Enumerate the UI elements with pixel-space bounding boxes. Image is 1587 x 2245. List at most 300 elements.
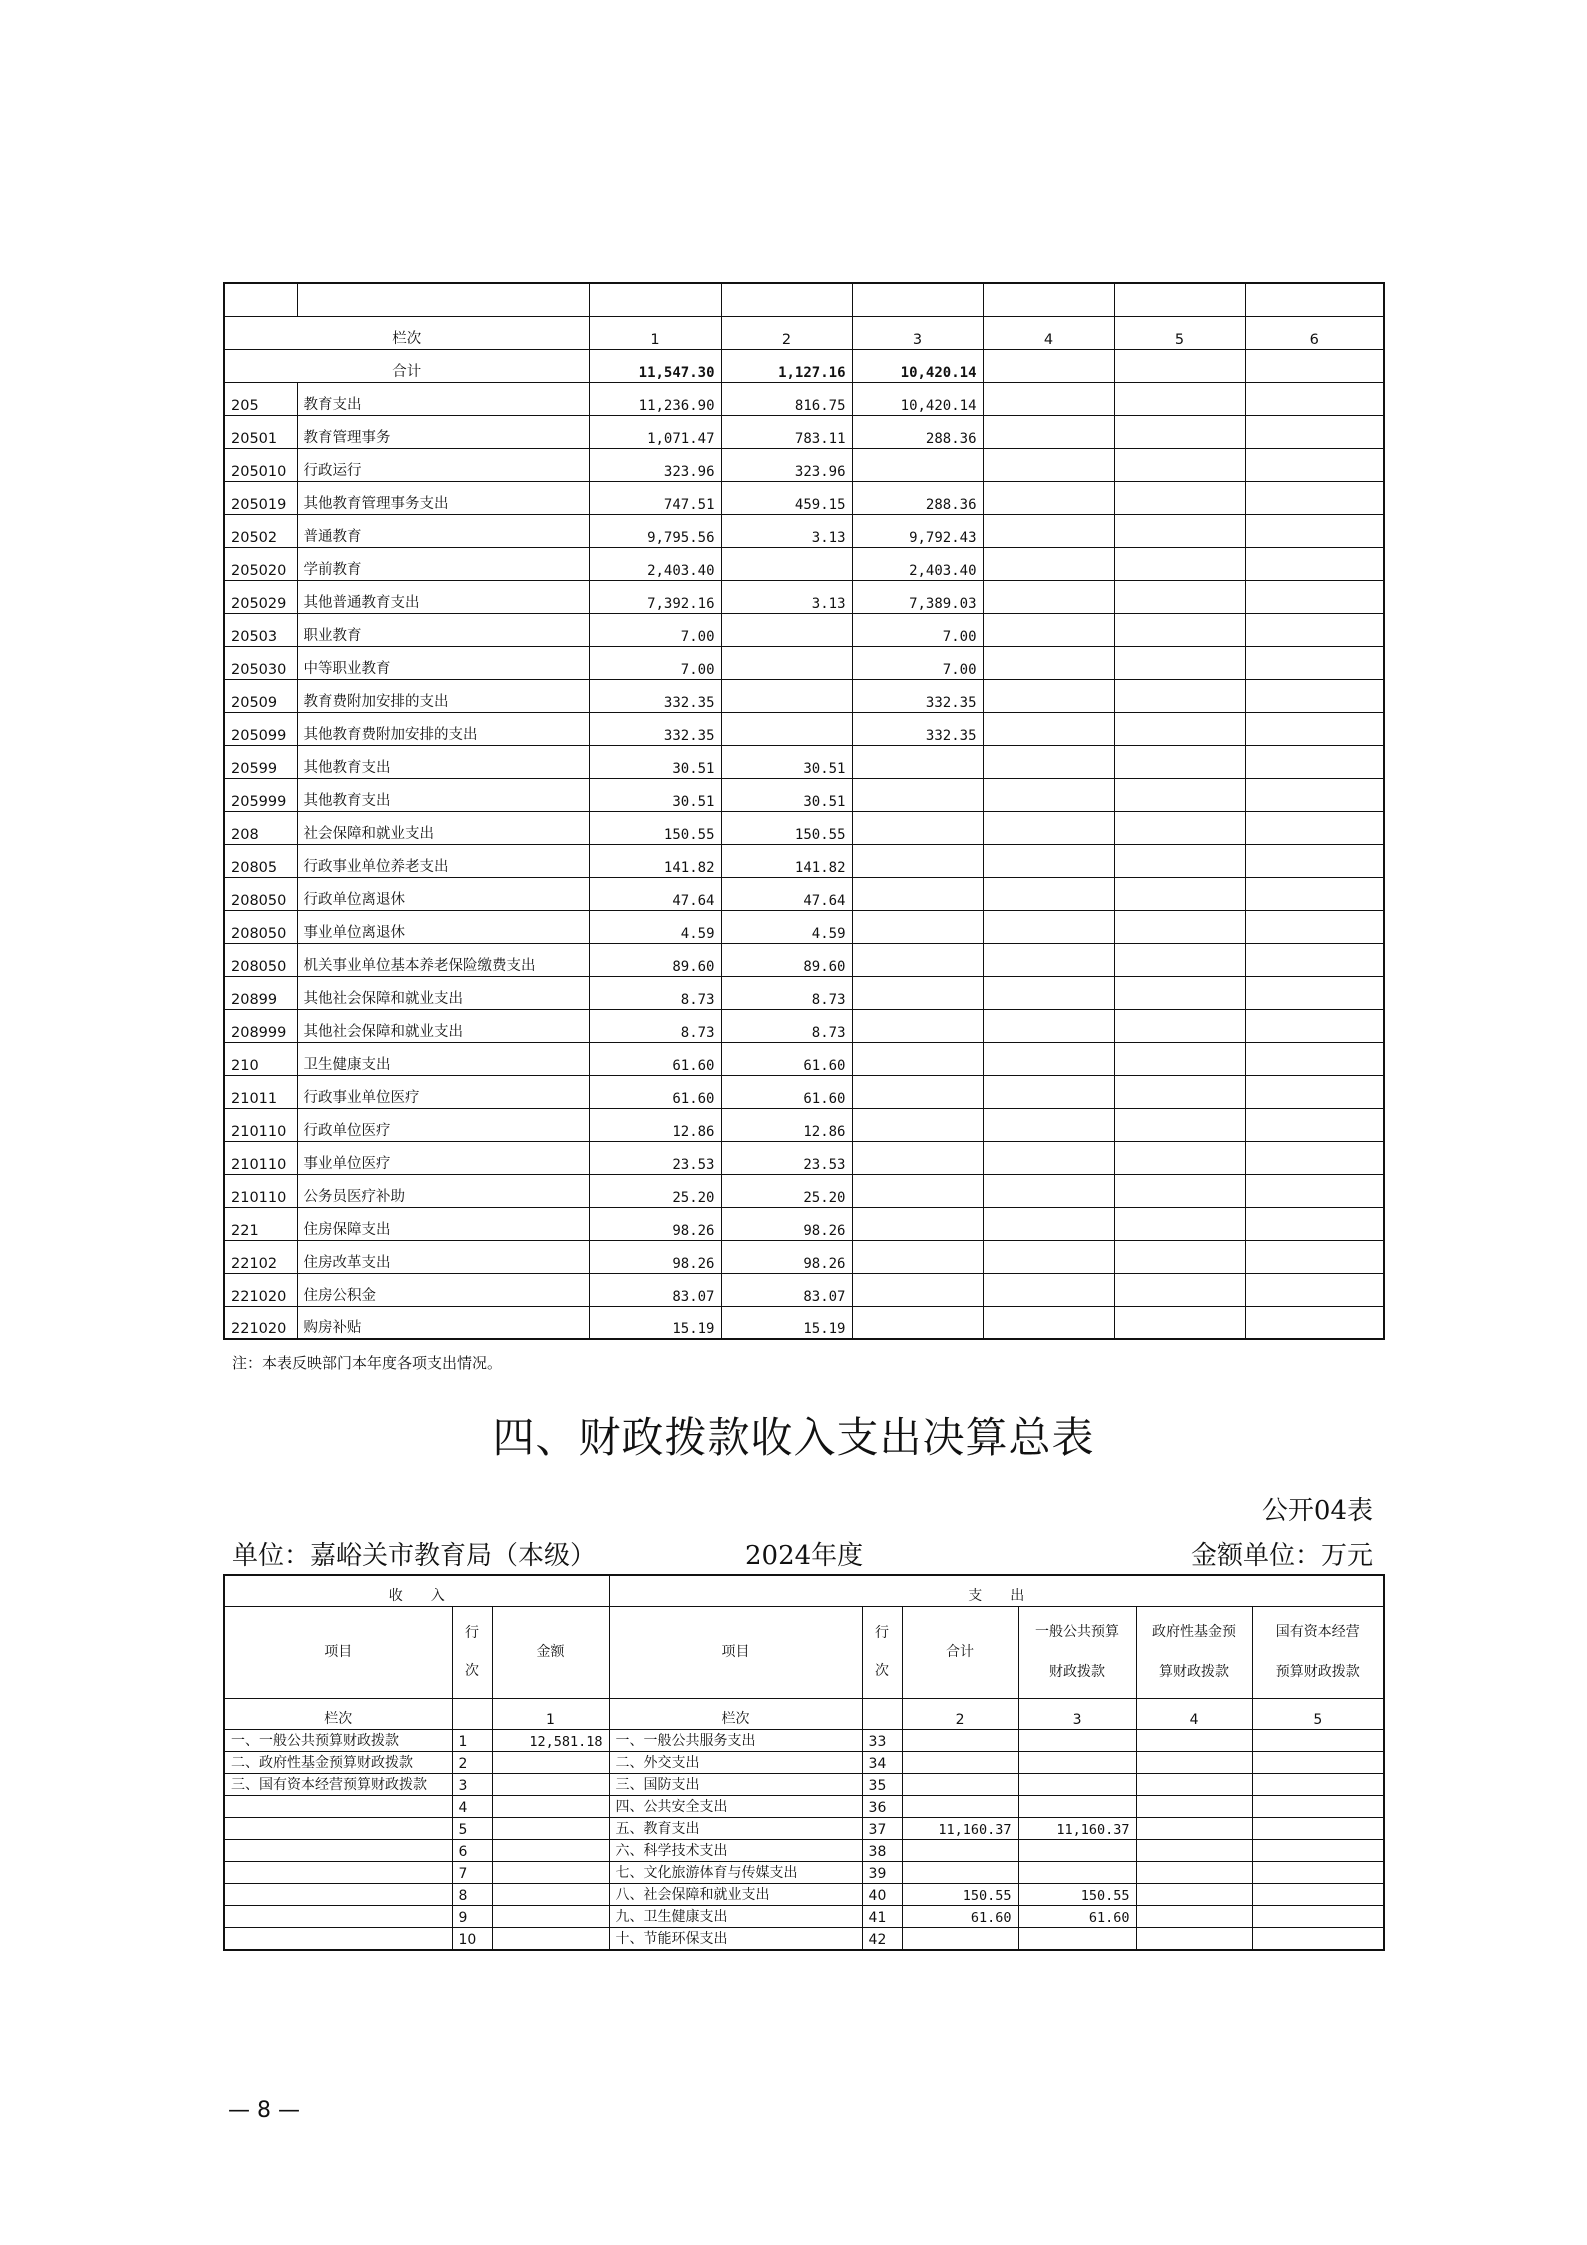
header-blank-row — [224, 283, 1384, 316]
row-label: 栏次 — [224, 1698, 452, 1729]
income-item — [224, 1817, 452, 1839]
expense-general: 150.55 — [1018, 1883, 1136, 1905]
value-cell — [1114, 844, 1245, 877]
table-row — [224, 1795, 1384, 1817]
column-number: 5 — [1114, 316, 1245, 349]
table-row — [224, 1273, 1384, 1306]
income-item-header: 项目 — [224, 1606, 452, 1698]
column-number-row — [224, 316, 1384, 349]
amount-header: 金额 — [492, 1606, 609, 1698]
value-cell: 332.35 — [589, 712, 721, 745]
value-cell — [721, 547, 852, 580]
value-cell — [1245, 1174, 1384, 1207]
subject-name: 行政单位离退休 — [297, 877, 589, 910]
value-cell: 747.51 — [589, 481, 721, 514]
income-line: 5 — [452, 1817, 492, 1839]
expense-total — [902, 1773, 1018, 1795]
section-title: 四、财政拨款收入支出决算总表 — [492, 1413, 1095, 1462]
expense-item: 七、文化旅游体育与传媒支出 — [609, 1861, 862, 1883]
expense-state — [1252, 1839, 1384, 1861]
subject-code: 20599 — [224, 745, 297, 778]
value-cell — [983, 1108, 1114, 1141]
income-amount — [492, 1927, 609, 1950]
value-cell — [852, 1306, 983, 1339]
table-row — [224, 1861, 1384, 1883]
income-item: 三、国有资本经营预算财政拨款 — [224, 1773, 452, 1795]
income-amount — [492, 1773, 609, 1795]
value-cell: 47.64 — [721, 877, 852, 910]
line-header-bottom: 次 — [465, 1663, 479, 1679]
value-cell: 25.20 — [721, 1174, 852, 1207]
value-cell — [721, 712, 852, 745]
value-cell: 150.55 — [589, 811, 721, 844]
total-value — [1245, 349, 1384, 382]
value-cell — [983, 613, 1114, 646]
table-row — [224, 1009, 1384, 1042]
income-item: 一、一般公共预算财政拨款 — [224, 1729, 452, 1751]
expense-fund — [1136, 1729, 1252, 1751]
header-blank-cell — [1114, 283, 1245, 316]
value-cell — [1114, 976, 1245, 1009]
expense-detail-table — [223, 282, 1385, 1340]
value-cell — [983, 646, 1114, 679]
subject-name: 教育支出 — [297, 382, 589, 415]
income-line: 8 — [452, 1883, 492, 1905]
column-header-row — [224, 1606, 1384, 1698]
value-cell: 12.86 — [589, 1108, 721, 1141]
subject-code: 20502 — [224, 514, 297, 547]
subject-code: 208050 — [224, 943, 297, 976]
value-cell — [983, 382, 1114, 415]
income-line: 3 — [452, 1773, 492, 1795]
income-item — [224, 1883, 452, 1905]
value-cell — [1114, 415, 1245, 448]
subject-name: 教育费附加安排的支出 — [297, 679, 589, 712]
value-cell — [983, 1207, 1114, 1240]
value-cell: 323.96 — [721, 448, 852, 481]
value-cell — [1114, 910, 1245, 943]
expense-line: 33 — [862, 1729, 902, 1751]
subject-name: 普通教育 — [297, 514, 589, 547]
expense-fund — [1136, 1751, 1252, 1773]
table-row — [224, 1839, 1384, 1861]
value-cell — [1245, 1108, 1384, 1141]
value-cell: 98.26 — [589, 1207, 721, 1240]
value-cell — [983, 1009, 1114, 1042]
value-cell: 4.59 — [721, 910, 852, 943]
income-item — [224, 1905, 452, 1927]
subject-code: 20509 — [224, 679, 297, 712]
table-row — [224, 580, 1384, 613]
table-row — [224, 679, 1384, 712]
value-cell — [1114, 1306, 1245, 1339]
table-row — [224, 415, 1384, 448]
value-cell — [1245, 1273, 1384, 1306]
value-cell — [1245, 1075, 1384, 1108]
value-cell: 25.20 — [589, 1174, 721, 1207]
value-cell: 7.00 — [589, 613, 721, 646]
expense-fund — [1136, 1905, 1252, 1927]
value-cell — [983, 1306, 1114, 1339]
value-cell: 15.19 — [589, 1306, 721, 1339]
line-header-bottom: 次 — [875, 1663, 890, 1679]
expense-state — [1252, 1905, 1384, 1927]
amount-unit-label: 金额单位：万元 — [1190, 1541, 1373, 1571]
value-cell — [983, 844, 1114, 877]
value-cell: 98.26 — [721, 1240, 852, 1273]
value-cell — [1114, 1042, 1245, 1075]
table-row — [224, 514, 1384, 547]
expense-item: 八、社会保障和就业支出 — [609, 1883, 862, 1905]
table-row — [224, 943, 1384, 976]
table-row — [224, 382, 1384, 415]
expense-line: 35 — [862, 1773, 902, 1795]
subject-name: 职业教育 — [297, 613, 589, 646]
subject-name: 行政事业单位养老支出 — [297, 844, 589, 877]
line-header-top: 行 — [465, 1625, 479, 1641]
income-line: 6 — [452, 1839, 492, 1861]
value-cell — [1245, 415, 1384, 448]
value-cell — [1245, 514, 1384, 547]
income-amount — [492, 1795, 609, 1817]
value-cell — [1114, 712, 1245, 745]
value-cell — [1114, 745, 1245, 778]
subject-code: 208050 — [224, 910, 297, 943]
expense-state — [1252, 1729, 1384, 1751]
subject-code: 20805 — [224, 844, 297, 877]
subject-name: 社会保障和就业支出 — [297, 811, 589, 844]
value-cell — [1114, 448, 1245, 481]
gov-fund-header — [1136, 1606, 1252, 1698]
value-cell — [1245, 1042, 1384, 1075]
expense-fund — [1136, 1839, 1252, 1861]
expense-general — [1018, 1751, 1136, 1773]
value-cell: 8.73 — [589, 1009, 721, 1042]
table-row — [224, 976, 1384, 1009]
value-cell: 332.35 — [589, 679, 721, 712]
expense-line: 39 — [862, 1861, 902, 1883]
expense-item: 九、卫生健康支出 — [609, 1905, 862, 1927]
table-row — [224, 1174, 1384, 1207]
value-cell — [852, 448, 983, 481]
income-line: 10 — [452, 1927, 492, 1950]
value-cell — [1245, 448, 1384, 481]
value-cell — [1245, 679, 1384, 712]
value-cell — [983, 415, 1114, 448]
general-header-bottom: 财政拨款 — [1049, 1664, 1106, 1680]
value-cell: 61.60 — [721, 1075, 852, 1108]
income-amount — [492, 1751, 609, 1773]
subject-code: 205020 — [224, 547, 297, 580]
value-cell — [983, 514, 1114, 547]
subject-name: 住房保障支出 — [297, 1207, 589, 1240]
subject-code: 20899 — [224, 976, 297, 1009]
fund-header-top: 政府性基金预 — [1152, 1624, 1237, 1640]
header-blank-cell — [297, 283, 589, 316]
subject-name: 中等职业教育 — [297, 646, 589, 679]
expense-state — [1252, 1861, 1384, 1883]
expense-line: 37 — [862, 1817, 902, 1839]
subject-code: 205099 — [224, 712, 297, 745]
value-cell: 332.35 — [852, 712, 983, 745]
value-cell: 150.55 — [721, 811, 852, 844]
value-cell: 288.36 — [852, 481, 983, 514]
subject-code: 221 — [224, 1207, 297, 1240]
expense-general: 11,160.37 — [1018, 1817, 1136, 1839]
subject-code: 22102 — [224, 1240, 297, 1273]
expense-header: 支 出 — [609, 1575, 1384, 1606]
table-number: 公开04表 — [1261, 1496, 1373, 1526]
income-amount — [492, 1905, 609, 1927]
column-number: 1 — [492, 1698, 609, 1729]
value-cell: 83.07 — [589, 1273, 721, 1306]
value-cell — [852, 778, 983, 811]
table-row — [224, 547, 1384, 580]
income-item — [224, 1927, 452, 1950]
expense-fund — [1136, 1817, 1252, 1839]
table-row — [224, 712, 1384, 745]
expense-state — [1252, 1773, 1384, 1795]
value-cell — [852, 943, 983, 976]
expense-line: 36 — [862, 1795, 902, 1817]
value-cell — [983, 1174, 1114, 1207]
table-note: 注：本表反映部门本年度各项支出情况。 — [232, 1354, 503, 1372]
table-row — [224, 1141, 1384, 1174]
subject-name: 其他社会保障和就业支出 — [297, 1009, 589, 1042]
subject-code: 221020 — [224, 1273, 297, 1306]
subject-name: 行政单位医疗 — [297, 1108, 589, 1141]
value-cell: 4.59 — [589, 910, 721, 943]
state-capital-header — [1252, 1606, 1384, 1698]
total-value — [983, 349, 1114, 382]
value-cell: 3.13 — [721, 514, 852, 547]
value-cell — [983, 448, 1114, 481]
value-cell — [852, 910, 983, 943]
value-cell — [1114, 481, 1245, 514]
subject-code: 205029 — [224, 580, 297, 613]
state-header-bottom: 预算财政拨款 — [1275, 1664, 1360, 1680]
subject-code: 205999 — [224, 778, 297, 811]
state-header-top: 国有资本经营 — [1275, 1624, 1360, 1640]
income-line: 4 — [452, 1795, 492, 1817]
value-cell — [1114, 1240, 1245, 1273]
value-cell — [1245, 1009, 1384, 1042]
value-cell — [1245, 976, 1384, 1009]
value-cell — [852, 1141, 983, 1174]
value-cell: 332.35 — [852, 679, 983, 712]
value-cell — [1114, 1009, 1245, 1042]
subject-name: 卫生健康支出 — [297, 1042, 589, 1075]
value-cell — [1114, 1141, 1245, 1174]
expense-general: 61.60 — [1018, 1905, 1136, 1927]
income-item — [224, 1861, 452, 1883]
total-header: 合计 — [902, 1606, 1018, 1698]
value-cell — [852, 1042, 983, 1075]
income-line-header — [452, 1606, 492, 1698]
value-cell — [852, 1009, 983, 1042]
subject-code: 221020 — [224, 1306, 297, 1339]
value-cell — [983, 1273, 1114, 1306]
value-cell: 30.51 — [589, 778, 721, 811]
value-cell — [852, 976, 983, 1009]
table-row — [224, 1207, 1384, 1240]
expense-total: 150.55 — [902, 1883, 1018, 1905]
table-row — [224, 1905, 1384, 1927]
value-cell — [983, 1240, 1114, 1273]
subject-code: 210 — [224, 1042, 297, 1075]
column-number: 3 — [1018, 1698, 1136, 1729]
table-row — [224, 745, 1384, 778]
value-cell: 2,403.40 — [852, 547, 983, 580]
value-cell: 7,389.03 — [852, 580, 983, 613]
total-value — [1114, 349, 1245, 382]
subject-name: 其他教育管理事务支出 — [297, 481, 589, 514]
subject-code: 210110 — [224, 1108, 297, 1141]
subject-name: 其他教育费附加安排的支出 — [297, 712, 589, 745]
value-cell — [983, 745, 1114, 778]
table-row — [224, 613, 1384, 646]
value-cell — [1114, 1273, 1245, 1306]
income-item: 二、政府性基金预算财政拨款 — [224, 1751, 452, 1773]
value-cell: 459.15 — [721, 481, 852, 514]
value-cell — [983, 1075, 1114, 1108]
expense-state — [1252, 1795, 1384, 1817]
value-cell — [1114, 547, 1245, 580]
header-blank-cell — [1245, 283, 1384, 316]
expense-line: 42 — [862, 1927, 902, 1950]
value-cell: 98.26 — [721, 1207, 852, 1240]
value-cell — [1245, 1141, 1384, 1174]
expense-fund — [1136, 1883, 1252, 1905]
value-cell — [852, 1273, 983, 1306]
line-header-top: 行 — [875, 1625, 890, 1641]
expense-fund — [1136, 1861, 1252, 1883]
table-row — [224, 778, 1384, 811]
value-cell: 7.00 — [589, 646, 721, 679]
column-number: 3 — [852, 316, 983, 349]
expense-item-header: 项目 — [609, 1606, 862, 1698]
subject-name: 教育管理事务 — [297, 415, 589, 448]
expense-line-header — [862, 1606, 902, 1698]
value-cell: 30.51 — [721, 745, 852, 778]
value-cell: 30.51 — [721, 778, 852, 811]
value-cell — [983, 712, 1114, 745]
column-number: 4 — [1136, 1698, 1252, 1729]
value-cell — [852, 1174, 983, 1207]
income-item — [224, 1839, 452, 1861]
income-line: 1 — [452, 1729, 492, 1751]
subject-code: 205030 — [224, 646, 297, 679]
value-cell — [983, 976, 1114, 1009]
table-row — [224, 811, 1384, 844]
value-cell: 61.60 — [589, 1042, 721, 1075]
header-blank-cell — [852, 283, 983, 316]
row-label: 栏次 — [609, 1698, 862, 1729]
subject-name: 购房补贴 — [297, 1306, 589, 1339]
expense-general — [1018, 1773, 1136, 1795]
expense-item: 五、教育支出 — [609, 1817, 862, 1839]
expense-item: 六、科学技术支出 — [609, 1839, 862, 1861]
value-cell — [1245, 1240, 1384, 1273]
subject-name: 其他教育支出 — [297, 745, 589, 778]
subject-name: 行政事业单位医疗 — [297, 1075, 589, 1108]
column-number: 6 — [1245, 316, 1384, 349]
table-row — [224, 1927, 1384, 1950]
table-row — [224, 1075, 1384, 1108]
table-row — [224, 1883, 1384, 1905]
income-amount — [492, 1817, 609, 1839]
value-cell — [1114, 1075, 1245, 1108]
value-cell: 3.13 — [721, 580, 852, 613]
value-cell: 783.11 — [721, 415, 852, 448]
expense-line: 34 — [862, 1751, 902, 1773]
value-cell — [852, 1108, 983, 1141]
value-cell: 9,795.56 — [589, 514, 721, 547]
value-cell — [1114, 646, 1245, 679]
value-cell — [852, 844, 983, 877]
value-cell — [852, 877, 983, 910]
income-line: 7 — [452, 1861, 492, 1883]
subject-name: 学前教育 — [297, 547, 589, 580]
value-cell — [983, 811, 1114, 844]
subject-code: 205 — [224, 382, 297, 415]
total-row — [224, 349, 1384, 382]
table-row — [224, 1306, 1384, 1339]
expense-general — [1018, 1927, 1136, 1950]
value-cell — [983, 679, 1114, 712]
value-cell: 10,420.14 — [852, 382, 983, 415]
header-blank-cell — [983, 283, 1114, 316]
value-cell: 1,071.47 — [589, 415, 721, 448]
income-amount — [492, 1839, 609, 1861]
income-amount — [492, 1861, 609, 1883]
table-row — [224, 1817, 1384, 1839]
table-row — [224, 1108, 1384, 1141]
value-cell — [852, 1240, 983, 1273]
value-cell — [1245, 613, 1384, 646]
expense-total — [902, 1839, 1018, 1861]
value-cell: 83.07 — [721, 1273, 852, 1306]
expense-state — [1252, 1883, 1384, 1905]
general-header-top: 一般公共预算 — [1035, 1624, 1120, 1640]
column-number: 2 — [902, 1698, 1018, 1729]
income-item — [224, 1795, 452, 1817]
expense-total: 11,160.37 — [902, 1817, 1018, 1839]
table-row — [224, 1042, 1384, 1075]
value-cell — [983, 943, 1114, 976]
expense-item: 三、国防支出 — [609, 1773, 862, 1795]
column-number: 2 — [721, 316, 852, 349]
expense-item: 一、一般公共服务支出 — [609, 1729, 862, 1751]
value-cell — [1245, 811, 1384, 844]
expense-state — [1252, 1817, 1384, 1839]
subject-name: 其他普通教育支出 — [297, 580, 589, 613]
value-cell: 11,236.90 — [589, 382, 721, 415]
year-label: 2024年度 — [745, 1541, 864, 1571]
expense-fund — [1136, 1773, 1252, 1795]
value-cell — [1114, 514, 1245, 547]
expense-total: 61.60 — [902, 1905, 1018, 1927]
table-row — [224, 877, 1384, 910]
subject-code: 21011 — [224, 1075, 297, 1108]
value-cell: 23.53 — [721, 1141, 852, 1174]
subject-name: 事业单位离退休 — [297, 910, 589, 943]
expense-total — [902, 1729, 1018, 1751]
income-amount: 12,581.18 — [492, 1729, 609, 1751]
value-cell — [983, 877, 1114, 910]
value-cell — [1245, 910, 1384, 943]
total-label: 合计 — [224, 349, 589, 382]
